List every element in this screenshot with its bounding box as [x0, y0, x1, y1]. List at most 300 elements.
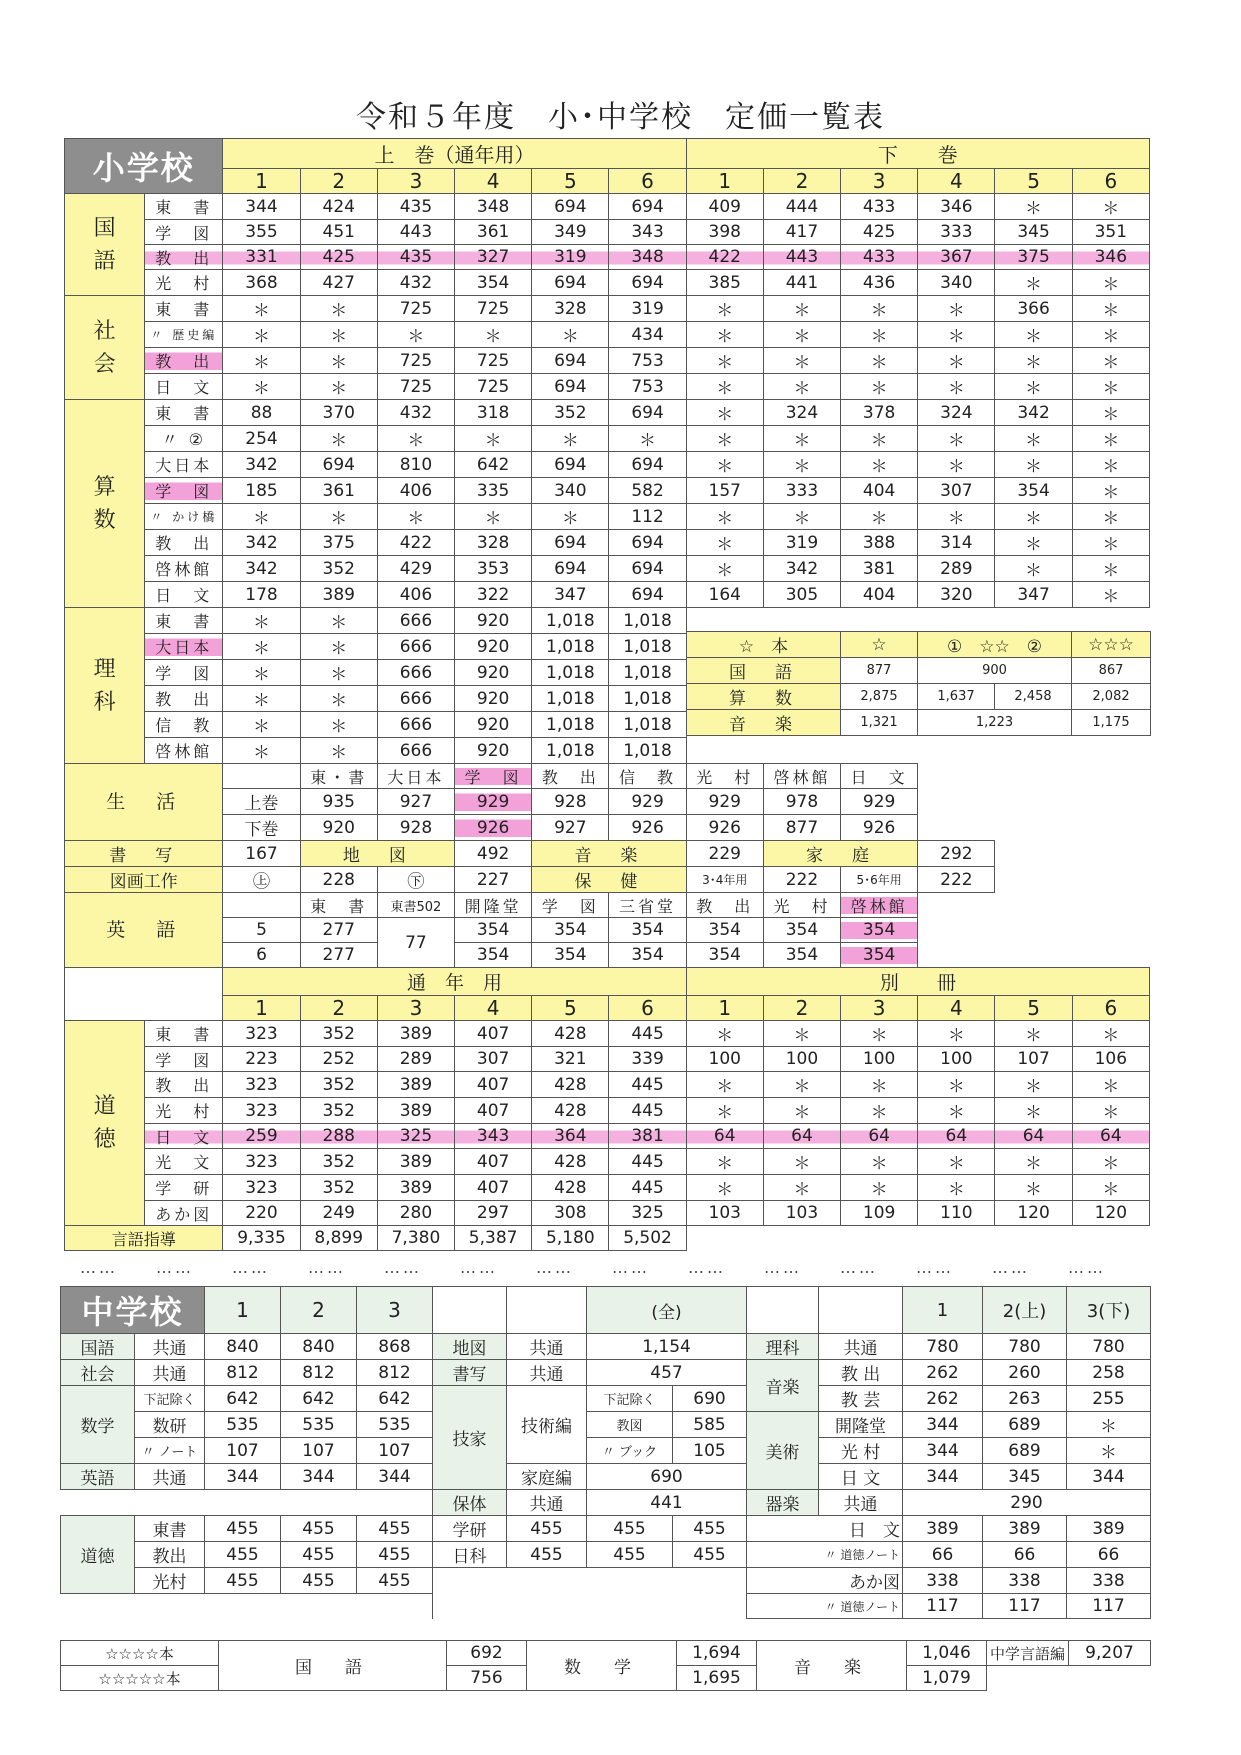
kokugo-subject: 国 語 [65, 194, 145, 296]
gengo-label: 言語指導 [65, 1226, 223, 1251]
price-cell: ＊ [1072, 194, 1149, 220]
price-cell: 1,223 [918, 710, 1072, 736]
price-cell: 100 [918, 1047, 995, 1072]
price-cell: 8,899 [300, 1226, 377, 1251]
price-cell: 812 [357, 1360, 433, 1386]
dotoku-row [65, 1098, 1150, 1124]
publisher-label: 学 研 [145, 1175, 223, 1201]
price-cell: 88 [223, 400, 300, 426]
price-cell: 455 [357, 1516, 433, 1542]
price-cell: 455 [357, 1568, 433, 1594]
price-cell: 327 [455, 245, 532, 270]
price-cell: 344 [1067, 1464, 1151, 1490]
price-cell: 1,695 [677, 1666, 757, 1691]
price-cell: 262 [903, 1360, 983, 1386]
price-cell: ＊ [995, 530, 1072, 556]
sansu-row [65, 582, 1150, 608]
publisher-label: 啓林館 [763, 764, 840, 789]
price-cell: 64 [686, 1124, 763, 1149]
price-cell: ＊ [300, 608, 377, 634]
price-cell: 338 [983, 1568, 1067, 1594]
price-cell: 351 [1072, 220, 1149, 245]
price-cell: ＊ [763, 1149, 840, 1175]
star-subject: 国 語 [687, 658, 841, 684]
price-cell: ＊ [1067, 1412, 1151, 1438]
publisher-label: 光 文 [145, 1149, 223, 1175]
price-cell: 445 [609, 1149, 686, 1175]
chizu-label: 地 図 [300, 841, 454, 867]
price-cell: 308 [532, 1201, 609, 1226]
rika-subject: 理 科 [65, 608, 145, 764]
price-cell: 178 [223, 582, 300, 608]
price-cell: ＊ [995, 1175, 1072, 1201]
price-cell: 642 [357, 1386, 433, 1412]
price-cell: 455 [357, 1542, 433, 1568]
price-cell: ＊ [918, 452, 995, 478]
star-row [687, 684, 1151, 710]
price-cell: 348 [609, 245, 686, 270]
price-cell: 100 [686, 1047, 763, 1072]
price-cell: 260 [983, 1360, 1067, 1386]
price-cell: 920 [455, 634, 532, 660]
price-cell: 455 [507, 1516, 587, 1542]
price-cell: 389 [377, 1021, 454, 1047]
price-cell: 694 [609, 194, 686, 220]
blank-cell [61, 1490, 433, 1516]
price-cell: ＊ [300, 738, 377, 764]
volume-label: 上巻 [223, 789, 300, 815]
blank-cell [433, 1287, 507, 1334]
price-cell: 167 [223, 841, 300, 867]
subject-label: 器楽 [747, 1490, 819, 1516]
price-cell: 343 [455, 1124, 532, 1149]
price-cell: ＊ [300, 348, 377, 374]
price-cell: 694 [609, 452, 686, 478]
price-cell: 535 [357, 1412, 433, 1438]
publisher-label: 教 出 [145, 686, 223, 712]
blank-cell [223, 764, 300, 789]
price-cell: 1,175 [1072, 710, 1151, 736]
price-cell: 443 [763, 245, 840, 270]
price-cell: ＊ [995, 452, 1072, 478]
price-cell: 375 [995, 245, 1072, 270]
price-cell: ＊ [1072, 1175, 1149, 1201]
price-cell: 428 [532, 1175, 609, 1201]
publisher-label: 教図 [587, 1412, 673, 1438]
price-cell: 64 [1072, 1124, 1149, 1149]
star-subject: 音 楽 [687, 710, 841, 736]
price-cell: 812 [281, 1360, 357, 1386]
publisher-label: 大日本 [377, 764, 454, 789]
price-cell: ＊ [377, 504, 454, 530]
price-cell: 319 [763, 530, 840, 556]
price-cell: ＊ [763, 296, 840, 322]
price-cell: 694 [609, 270, 686, 296]
price-cell: 389 [1067, 1516, 1151, 1542]
price-cell: 455 [673, 1516, 747, 1542]
price-cell: 352 [300, 1149, 377, 1175]
dot-separator: …… [916, 1258, 954, 1277]
price-cell: 1,046 [907, 1641, 987, 1666]
price-cell: 325 [377, 1124, 454, 1149]
price-cell: 406 [377, 478, 454, 504]
publisher-label: 共通 [507, 1490, 587, 1516]
price-cell: ＊ [686, 1021, 763, 1047]
price-cell: 263 [983, 1386, 1067, 1412]
price-cell: 432 [377, 400, 454, 426]
price-cell: ＊ [763, 1098, 840, 1124]
grade-header: 4 [918, 996, 995, 1021]
price-cell: 427 [300, 270, 377, 296]
publisher-label: 共通 [135, 1360, 205, 1386]
price-cell: 354 [763, 918, 840, 943]
price-cell: ＊ [841, 1021, 918, 1047]
price-cell: 107 [205, 1438, 281, 1464]
kokugo-row [65, 194, 1150, 220]
grade-header: 4 [918, 169, 995, 194]
price-cell: 1,018 [609, 660, 686, 686]
star-head-row [687, 632, 1151, 658]
price-cell: 407 [455, 1098, 532, 1124]
price-cell: 344 [903, 1438, 983, 1464]
price-cell: ＊ [223, 712, 300, 738]
price-cell: ＊ [841, 296, 918, 322]
price-cell: ＊ [841, 1098, 918, 1124]
price-cell: 694 [609, 530, 686, 556]
blank-cell [995, 867, 1150, 893]
price-cell: 354 [686, 943, 763, 968]
publisher-label: 教 出 [819, 1360, 903, 1386]
dot-separator: …… [232, 1258, 270, 1277]
price-cell: 107 [281, 1438, 357, 1464]
volume-label: 下巻 [223, 815, 300, 841]
price-cell: 451 [300, 220, 377, 245]
price-cell: 978 [763, 789, 840, 815]
price-cell: ＊ [841, 374, 918, 400]
price-cell: 1,018 [609, 634, 686, 660]
price-cell: ＊ [686, 1175, 763, 1201]
misc-row [65, 841, 1150, 867]
price-cell: ＊ [1072, 322, 1149, 348]
price-cell: 666 [377, 738, 454, 764]
price-cell: 444 [763, 194, 840, 220]
price-cell: ＊ [1072, 556, 1149, 582]
publisher-label: 啓林館 [145, 556, 223, 582]
dot-separator: …… [308, 1258, 346, 1277]
price-cell: 7,380 [377, 1226, 454, 1251]
publisher-label: 教 出 [532, 764, 609, 789]
publisher-label: 共通 [507, 1334, 587, 1360]
price-cell: 64 [841, 1124, 918, 1149]
price-cell: 434 [609, 322, 686, 348]
price-cell: 694 [609, 556, 686, 582]
price-cell: 929 [841, 789, 918, 815]
price-cell: ＊ [300, 426, 377, 452]
publisher-label: 下記除く [135, 1386, 205, 1412]
price-cell: 117 [903, 1594, 983, 1619]
grade-row [65, 996, 1150, 1021]
price-cell: ＊ [1072, 1098, 1149, 1124]
price-cell: 107 [357, 1438, 433, 1464]
publisher-label: 光 村 [763, 893, 840, 918]
price-cell: 926 [841, 815, 918, 841]
price-cell: 428 [532, 1149, 609, 1175]
star-subject: 算 数 [687, 684, 841, 710]
price-cell: 920 [455, 712, 532, 738]
jh-head [61, 1287, 1151, 1334]
price-cell: 1,079 [907, 1666, 987, 1691]
price-cell: ＊ [918, 322, 995, 348]
price-cell: 1,694 [677, 1641, 757, 1666]
publisher-label: 開隆堂 [819, 1412, 903, 1438]
publisher-label: 光 村 [819, 1438, 903, 1464]
dot-separator: …… [460, 1258, 498, 1277]
publisher-label: 共通 [819, 1490, 903, 1516]
sansu-subject: 算 数 [65, 400, 145, 608]
price-cell: 455 [205, 1542, 281, 1568]
price-cell: 920 [455, 608, 532, 634]
price-cell: 666 [377, 634, 454, 660]
publisher-label: あか図 [747, 1568, 903, 1594]
junior-high-star-table [60, 1640, 1151, 1691]
price-cell: 877 [841, 658, 918, 684]
grade-range: 5･6年用 [841, 867, 918, 893]
subject-label: 音楽 [747, 1360, 819, 1412]
blank-cell [65, 968, 223, 1021]
star-head: ☆ 本 [687, 632, 841, 658]
price-cell: ＊ [763, 374, 840, 400]
price-cell: ＊ [686, 400, 763, 426]
price-cell: 429 [377, 556, 454, 582]
price-cell: 352 [532, 400, 609, 426]
publisher-label: 信 教 [145, 712, 223, 738]
grade-header: 2(上) [983, 1287, 1067, 1334]
price-cell: 343 [609, 220, 686, 245]
price-cell: 354 [841, 918, 918, 943]
price-cell: 342 [223, 452, 300, 478]
price-cell: 694 [532, 374, 609, 400]
grade-header: 6 [609, 996, 686, 1021]
sansu-row [65, 504, 1150, 530]
dot-separator: …… [384, 1258, 422, 1277]
price-cell: 433 [841, 194, 918, 220]
publisher-label: 家庭編 [507, 1464, 587, 1490]
price-cell: ＊ [763, 426, 840, 452]
price-cell: 694 [532, 530, 609, 556]
price-cell: 361 [455, 220, 532, 245]
grade-header: 5 [532, 169, 609, 194]
price-cell: 361 [300, 478, 377, 504]
price-cell: 409 [686, 194, 763, 220]
price-cell: ＊ [1072, 582, 1149, 608]
zuga-label: 図画工作 [65, 867, 223, 893]
eigo-subject: 英 語 [65, 893, 223, 968]
blank-cell [223, 893, 300, 918]
grade-header: 1 [205, 1287, 281, 1334]
price-cell: 157 [686, 478, 763, 504]
price-cell: 389 [377, 1149, 454, 1175]
price-cell: 445 [609, 1021, 686, 1047]
price-cell: 1,637 [918, 684, 995, 710]
price-cell: 342 [995, 400, 1072, 426]
grade-header: 6 [609, 169, 686, 194]
price-cell: 926 [686, 815, 763, 841]
grade-label: 6 [223, 943, 300, 968]
price-cell: 112 [609, 504, 686, 530]
price-cell: ＊ [995, 1098, 1072, 1124]
price-cell: 320 [918, 582, 995, 608]
grade-header: 2 [763, 996, 840, 1021]
kokugo-row [65, 245, 1150, 270]
price-cell: 64 [763, 1124, 840, 1149]
price-cell: 9,335 [223, 1226, 300, 1251]
junior-banner: 中学校 [61, 1287, 205, 1334]
price-cell: 422 [686, 245, 763, 270]
price-cell: ＊ [995, 1021, 1072, 1047]
grade-header: 3 [841, 996, 918, 1021]
page-title: 令和５年度 小･中学校 定価一覧表 [356, 100, 885, 135]
price-cell: ＊ [995, 348, 1072, 374]
sansu-row [65, 478, 1150, 504]
grade-header: 2 [300, 996, 377, 1021]
price-cell: 455 [205, 1516, 281, 1542]
price-cell: 753 [609, 348, 686, 374]
price-cell: ＊ [686, 296, 763, 322]
dot-separator: …… [612, 1258, 650, 1277]
blank-cell [61, 1594, 747, 1619]
price-cell: 66 [903, 1542, 983, 1568]
price-cell: 100 [841, 1047, 918, 1072]
price-cell: ＊ [1072, 374, 1149, 400]
ge-header: 下 巻 [686, 139, 1149, 169]
price-cell: 105 [673, 1438, 747, 1464]
price-cell: 64 [918, 1124, 995, 1149]
price-cell: ＊ [1072, 1072, 1149, 1098]
price-cell: 368 [223, 270, 300, 296]
publisher-label: 学 図 [532, 893, 609, 918]
price-cell: 926 [455, 815, 532, 841]
price-cell: 2,082 [1072, 684, 1151, 710]
publisher-label: 教 出 [145, 530, 223, 556]
price-cell: ＊ [686, 1072, 763, 1098]
price-cell: 222 [763, 867, 840, 893]
price-cell: ＊ [1072, 1021, 1149, 1047]
price-cell: 492 [455, 841, 532, 867]
price-cell: 346 [918, 194, 995, 220]
publisher-label: 信 教 [609, 764, 686, 789]
price-cell: 348 [455, 194, 532, 220]
price-cell: 323 [223, 1021, 300, 1047]
price-cell: 840 [281, 1334, 357, 1360]
price-cell: 366 [995, 296, 1072, 322]
price-cell: 354 [455, 918, 532, 943]
price-cell: 335 [455, 478, 532, 504]
price-cell: 331 [223, 245, 300, 270]
publisher-label: 大日本 [145, 452, 223, 478]
shakai-row [65, 296, 1150, 322]
sansu-row [65, 530, 1150, 556]
dotoku-row [65, 1175, 1150, 1201]
grade-header: 4 [455, 996, 532, 1021]
subject-label: 地図 [433, 1334, 507, 1360]
price-cell: 445 [609, 1175, 686, 1201]
price-cell: 107 [995, 1047, 1072, 1072]
price-cell: ＊ [1067, 1438, 1151, 1464]
subject-label: 書写 [433, 1360, 507, 1386]
publisher-label: 共通 [135, 1334, 205, 1360]
publisher-label: 啓林館 [145, 738, 223, 764]
price-cell: 338 [1067, 1568, 1151, 1594]
price-cell: 407 [455, 1175, 532, 1201]
kokugo-row [65, 220, 1150, 245]
price-cell: 9,207 [1069, 1641, 1151, 1666]
price-cell: 928 [377, 815, 454, 841]
price-cell: ＊ [455, 322, 532, 348]
subject-label: 国語 [61, 1334, 135, 1360]
price-cell: 935 [300, 789, 377, 815]
jh-row [61, 1360, 1151, 1386]
price-cell: ＊ [841, 426, 918, 452]
price-cell: 812 [205, 1360, 281, 1386]
price-cell: 249 [300, 1201, 377, 1226]
price-cell: ＊ [995, 426, 1072, 452]
price-cell: 753 [609, 374, 686, 400]
price-cell: 378 [841, 400, 918, 426]
price-cell: 352 [300, 1175, 377, 1201]
shakai-row [65, 322, 1150, 348]
price-cell: ＊ [995, 1072, 1072, 1098]
ge-mark: ㊦ [377, 867, 454, 893]
grade-header: 1 [686, 169, 763, 194]
price-cell: 2,458 [995, 684, 1072, 710]
price-cell: ＊ [841, 322, 918, 348]
publisher-label: 東 書 [145, 1021, 223, 1047]
price-cell: 340 [532, 478, 609, 504]
price-cell: 1,018 [609, 608, 686, 634]
elementary-star-book-table [686, 631, 1151, 736]
price-cell: ＊ [223, 504, 300, 530]
price-cell: ＊ [686, 504, 763, 530]
price-cell: 1,018 [532, 634, 609, 660]
price-cell: 689 [983, 1438, 1067, 1464]
subject-label: 数 学 [527, 1641, 677, 1691]
price-cell: ＊ [763, 504, 840, 530]
price-cell: ＊ [841, 348, 918, 374]
price-cell: ＊ [223, 374, 300, 400]
price-cell: ＊ [300, 322, 377, 348]
price-cell: 354 [995, 478, 1072, 504]
publisher-label: 共通 [135, 1464, 205, 1490]
price-cell: 229 [686, 841, 763, 867]
price-cell: 780 [1067, 1334, 1151, 1360]
price-cell: 407 [455, 1149, 532, 1175]
jh-dotoku-row [61, 1594, 1151, 1619]
price-cell: 328 [455, 530, 532, 556]
price-cell: ＊ [995, 556, 1072, 582]
price-cell: ＊ [841, 1072, 918, 1098]
star-row [687, 658, 1151, 684]
price-cell: 666 [377, 686, 454, 712]
sansu-row [65, 426, 1150, 452]
price-cell: 929 [455, 789, 532, 815]
price-cell: 389 [377, 1072, 454, 1098]
price-cell: 277 [300, 918, 377, 943]
dotoku-row [65, 1149, 1150, 1175]
price-cell: 425 [300, 245, 377, 270]
price-cell: 725 [377, 374, 454, 400]
price-cell: ＊ [995, 270, 1072, 296]
price-cell: 920 [300, 815, 377, 841]
